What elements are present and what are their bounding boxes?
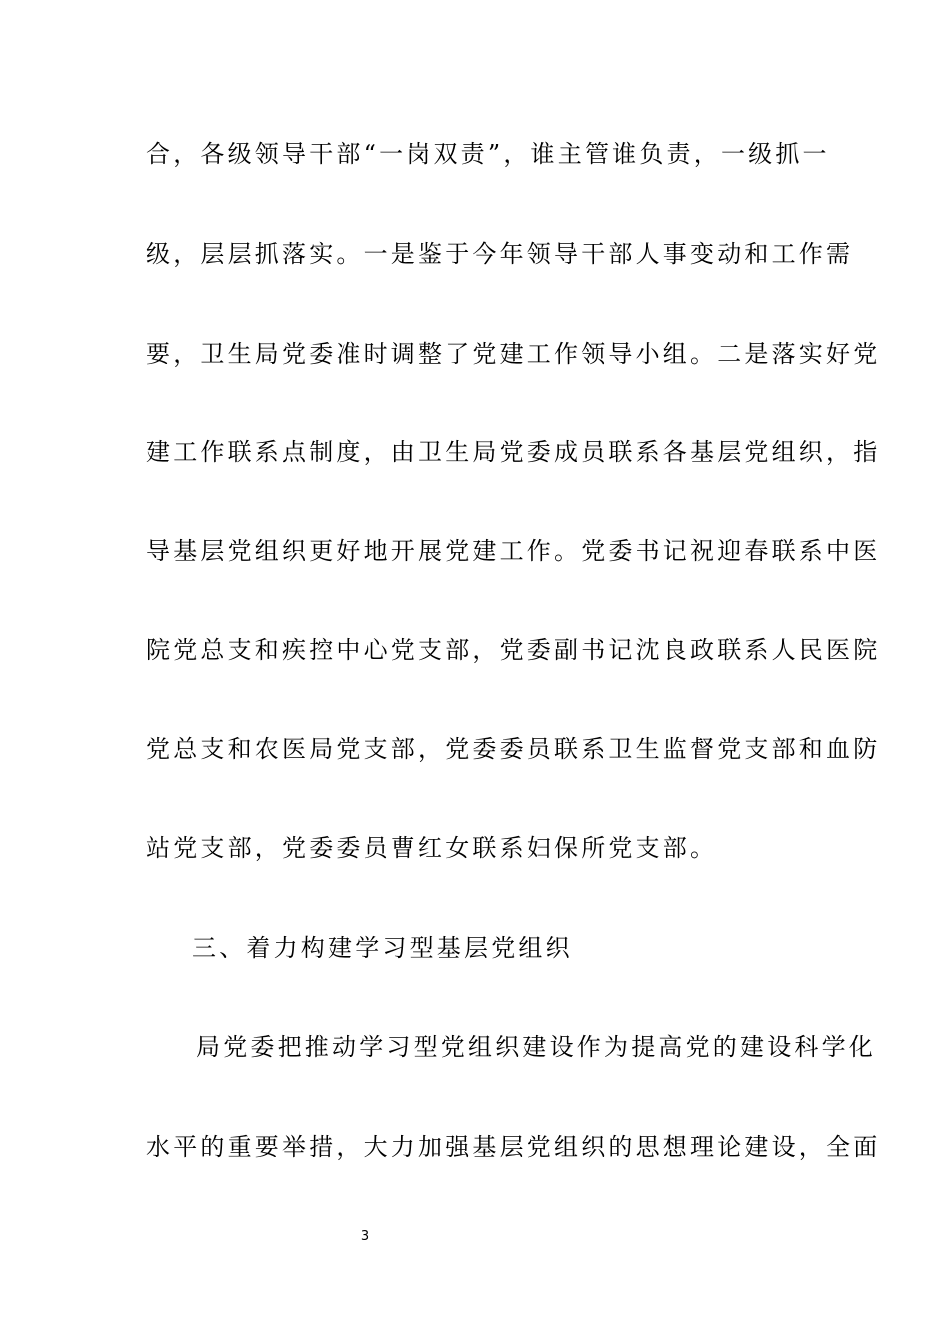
body-line-10: 局党委把推动学习型党组织建设作为提高党的建设科学化: [196, 1033, 876, 1061]
body-line-11: 水平的重要举措，大力加强基层党组织的思想理论建设，全面: [146, 1133, 881, 1161]
body-line-5: 导基层党组织更好地开展党建工作。党委书记祝迎春联系中医: [146, 537, 881, 565]
body-line-6: 院党总支和疾控中心党支部，党委副书记沈良政联系人民医院: [146, 636, 881, 664]
body-line-2: 级，层层抓落实。一是鉴于今年领导干部人事变动和工作需: [146, 240, 854, 268]
body-line-3: 要，卫生局党委准时调整了党建工作领导小组。二是落实好党: [146, 340, 881, 368]
body-line-7: 党总支和农医局党支部，党委委员联系卫生监督党支部和血防: [146, 735, 881, 763]
body-line-8: 站党支部，党委委员曹红女联系妇保所党支部。: [146, 834, 718, 862]
body-line-4: 建工作联系点制度，由卫生局党委成员联系各基层党组织，指: [146, 438, 881, 466]
page-number: 3: [360, 1229, 370, 1244]
body-line-1: 合，各级领导干部“一岗双责”，谁主管谁负责，一级抓一: [146, 140, 830, 168]
section-heading: 三、着力构建学习型基层党组织: [192, 934, 573, 962]
